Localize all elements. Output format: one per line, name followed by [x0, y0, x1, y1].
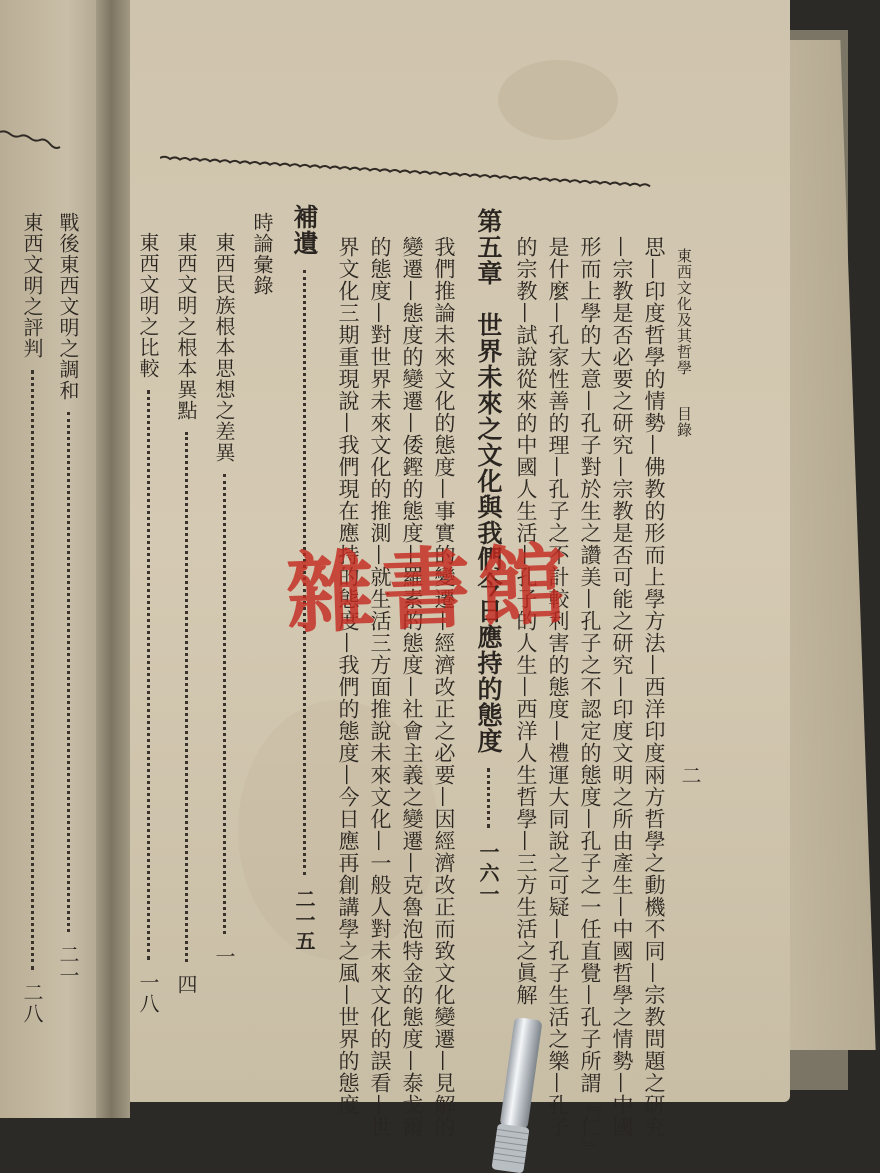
section-label: 目錄: [675, 406, 693, 438]
book-gutter: [96, 0, 130, 1118]
leader-dots: [223, 474, 226, 934]
toc-line: 變遷—態度的變遷—倭鏗的態度—羅素的態度—社會主義之變遷—克魯泡特金的態度—泰戈爾: [400, 236, 424, 1138]
toc-line: 形而上學的大意—孔子對於生之讚美—孔子之不認定的態度—孔子之一任直覺—孔子所謂『仁』: [578, 236, 602, 1160]
toc-line: 的宗教—試說從來的中國人生活—孔子的人生—西洋人生哲學—三方生活之眞解: [514, 236, 538, 1006]
commentary-entry[interactable]: [210, 232, 239, 967]
decorative-wavy-rule: [160, 150, 660, 190]
chapter-5-page: 一六一: [476, 841, 500, 905]
commentary-entry[interactable]: [134, 232, 163, 1014]
left-page-wavy-rule: [0, 120, 70, 160]
running-header: [674, 248, 695, 438]
supplement-title: 補遺: [290, 204, 319, 256]
leader-dots: [185, 432, 188, 962]
toc-line: —宗教是否必要之研究—宗教是否可能之研究—印度文明之所由產生—中國哲學之情勢—中國: [610, 236, 634, 1138]
entry-page: 二一: [56, 943, 80, 986]
entry-title: 東西文明之評判: [20, 212, 44, 359]
leader-dots: [487, 768, 490, 828]
toc-line: 思—印度哲學的情勢—佛教的形而上學方法—西洋印度兩方哲學之動機不同—宗教問題之研究: [642, 236, 666, 1138]
left-page-entry[interactable]: [54, 212, 83, 986]
watermark-stamp: 雜書館: [284, 532, 576, 646]
entry-title: 東西文明之比較: [136, 232, 160, 379]
page-number: 二: [678, 765, 702, 786]
toc-line: 我們推論未來文化的態度—事實的變遷—經濟改正之必要—因經濟改正而致文化變遷—見解的: [432, 236, 456, 1138]
leader-dots: [31, 370, 34, 970]
supplement-page: 二一五: [292, 888, 316, 952]
paper-stain: [498, 60, 618, 140]
leader-dots: [67, 412, 70, 932]
book-title: 東西文化及其哲學: [675, 248, 693, 376]
entry-title: 東西文明之根本異點: [174, 232, 198, 421]
chapter-5-title: 第五章 世界未來之文化與我們今日應持的態度: [474, 208, 503, 754]
entry-page: 二八: [20, 981, 44, 1024]
leader-dots: [147, 390, 150, 960]
left-page-entry[interactable]: [18, 212, 47, 1024]
toc-line: 的態度—對世界未來文化的推測—就生活三方面推說未來文化—一般人對未來文化的誤看—世: [368, 236, 392, 1138]
commentary-entry[interactable]: [172, 232, 201, 995]
entry-page: 四: [174, 973, 198, 995]
commentary-heading: 時論彙錄: [250, 212, 274, 296]
entry-title: 東西民族根本思想之差異: [212, 232, 236, 463]
entry-title: 戰後東西文明之調和: [56, 212, 80, 401]
entry-page: 一: [212, 945, 236, 967]
metal-pen-object: [492, 1018, 544, 1173]
entry-page: 一八: [136, 971, 160, 1014]
toc-line: 界文化三期重現說—我們現在應持的態度—我們的態度—今日應再創講學之風—世界的態度: [336, 236, 360, 1116]
toc-line: 是什麼—孔家性善的理—孔子之不計較利害的態度—禮運大同說之可疑—孔子生活之樂—孔子: [546, 236, 570, 1138]
